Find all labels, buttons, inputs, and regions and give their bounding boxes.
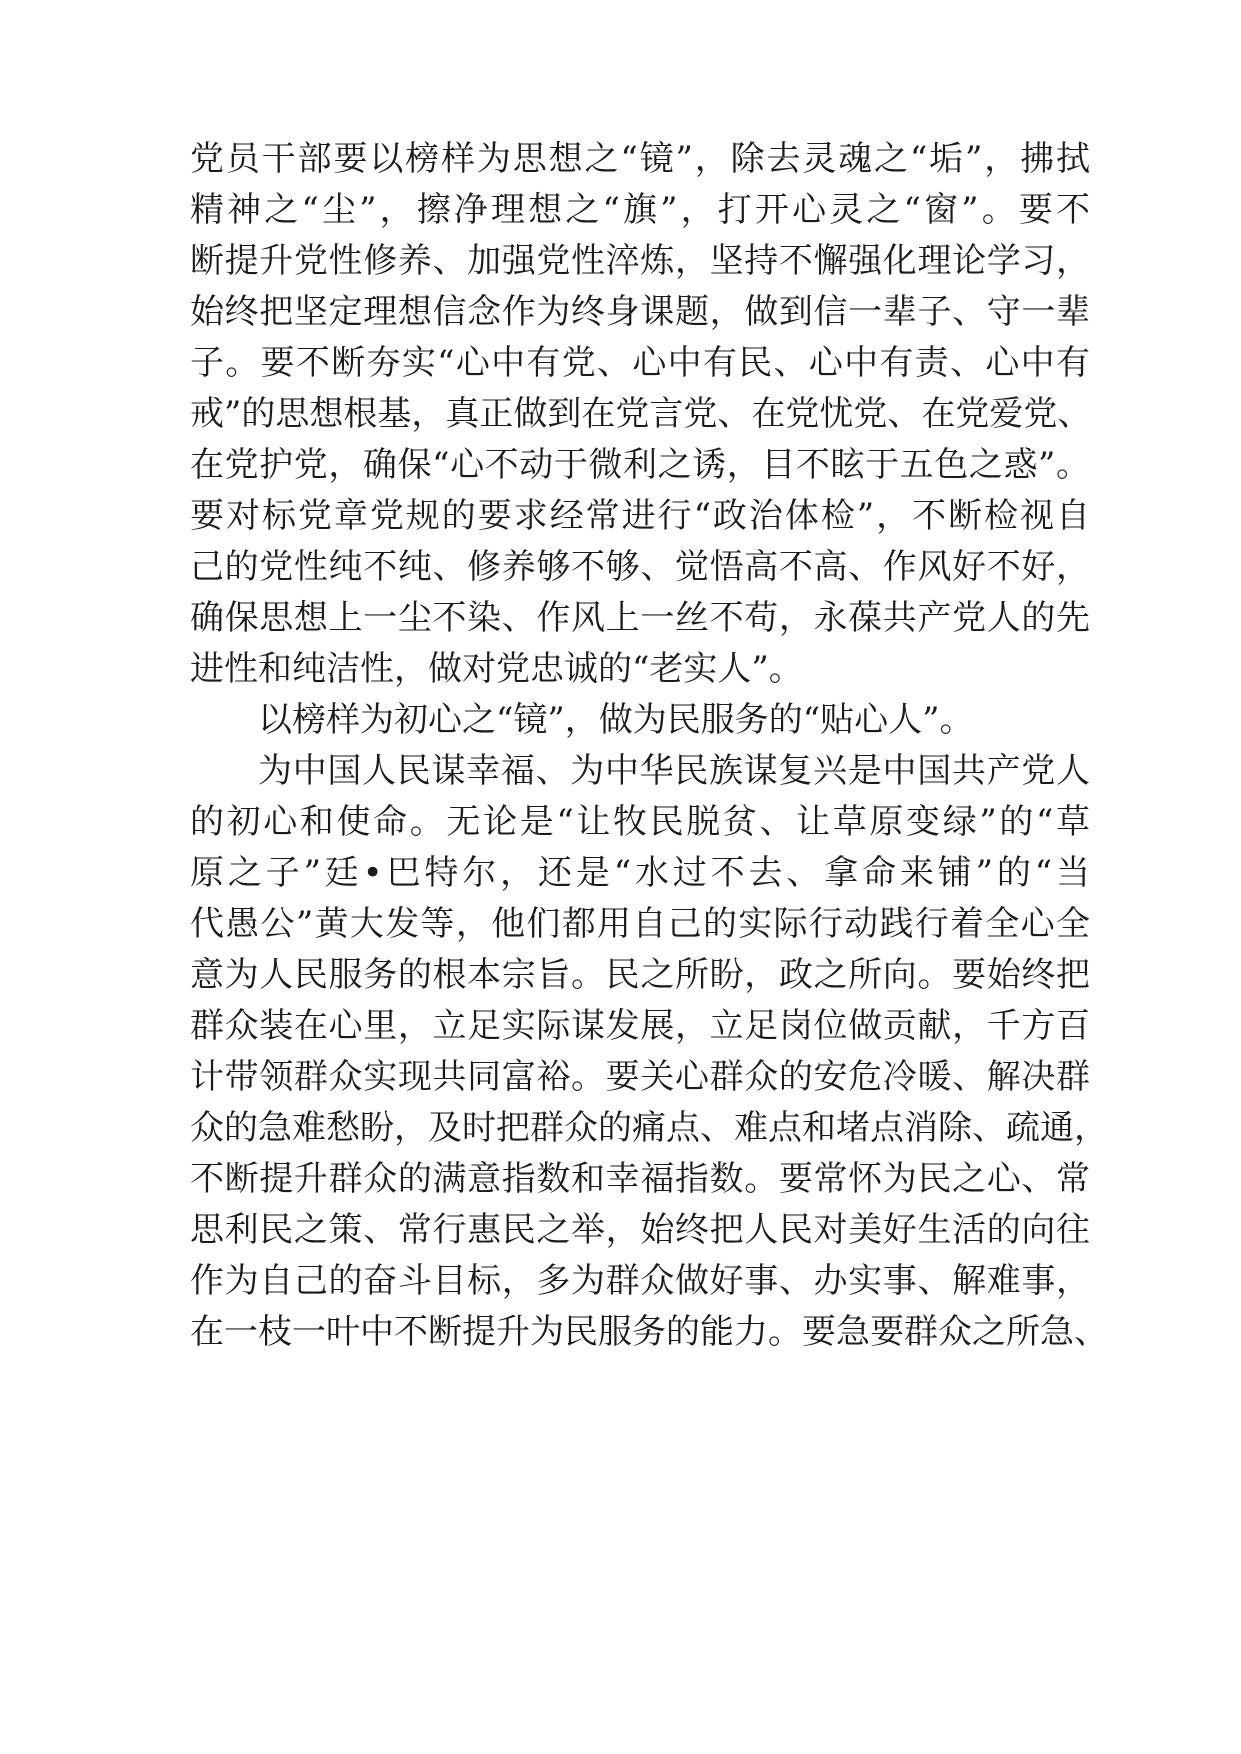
section-heading: 以榜样为初心之“镜”，做为民服务的“贴心人”。	[258, 700, 974, 740]
text-line: 子。要不断夯实“心中有党、心中有民、心中有责、心中有	[190, 343, 1090, 383]
text-line: 为中国人民谋幸福、为中华民族谋复兴是中国共产党人	[258, 751, 1090, 791]
text-line: 始终把坚定理想信念作为终身课题，做到信一辈子、守一辈	[190, 292, 1090, 332]
text-line: 确保思想上一尘不染、作风上一丝不苟，永葆共产党人的先	[190, 598, 1090, 638]
text-line: 代愚公”黄大发等，他们都用自己的实际行动践行着全心全	[190, 904, 1090, 944]
text-line: 计带领群众实现共同富裕。要关心群众的安危冷暖、解决群	[190, 1057, 1090, 1097]
text-line: 进性和纯洁性，做对党忠诚的“老实人”。	[190, 649, 803, 689]
text-line: 群众装在心里，立足实际谋发展，立足岗位做贡献，千方百	[190, 1006, 1090, 1046]
text-line: 精神之“尘”，擦净理想之“旗”，打开心灵之“窗”。要不	[190, 190, 1090, 230]
text-line: 党员干部要以榜样为思想之“镜”，除去灵魂之“垢”，拂拭	[190, 139, 1090, 179]
text-line: 作为自己的奋斗目标，多为群众做好事、办实事、解难事，	[190, 1261, 1090, 1301]
text-line: 原之子”廷•巴特尔，还是“水过不去、拿命来铺”的“当	[190, 853, 1090, 893]
text-line: 在党护党，确保“心不动于微利之诱，目不眩于五色之惑”。	[190, 445, 1090, 485]
text-line: 在一枝一叶中不断提升为民服务的能力。要急要群众之所急、	[190, 1312, 1108, 1352]
text-line: 不断提升群众的满意指数和幸福指数。要常怀为民之心、常	[190, 1159, 1090, 1199]
text-line: 的初心和使命。无论是“让牧民脱贫、让草原变绿”的“草	[190, 802, 1090, 842]
text-line: 要对标党章党规的要求经常进行“政治体检”，不断检视自	[190, 496, 1090, 536]
text-line: 思利民之策、常行惠民之举，始终把人民对美好生活的向往	[190, 1210, 1090, 1250]
text-line: 己的党性纯不纯、修养够不够、觉悟高不高、作风好不好，	[190, 547, 1090, 587]
text-line: 意为人民服务的根本宗旨。民之所盼，政之所向。要始终把	[190, 955, 1090, 995]
text-line: 众的急难愁盼，及时把群众的痛点、难点和堵点消除、疏通，	[190, 1108, 1108, 1148]
text-line: 断提升党性修养、加强党性淬炼，坚持不懈强化理论学习，	[190, 241, 1090, 281]
text-line: 戒”的思想根基，真正做到在党言党、在党忧党、在党爱党、	[190, 394, 1092, 434]
body-text	[190, 134, 1108, 1358]
